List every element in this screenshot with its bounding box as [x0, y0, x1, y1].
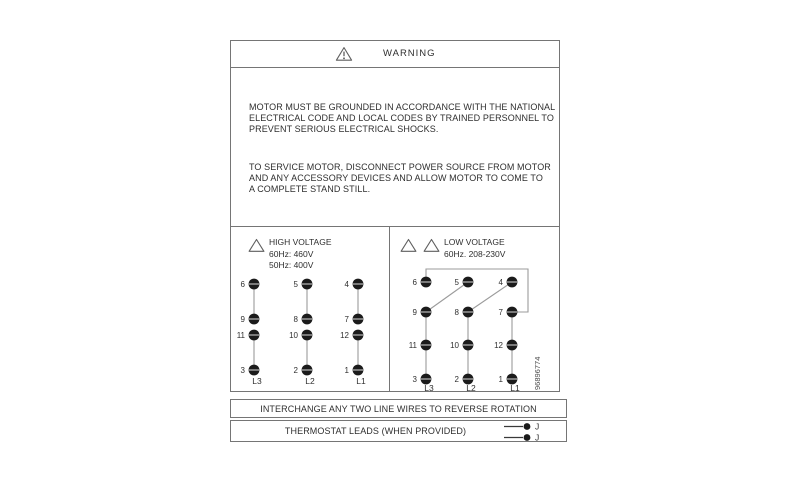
thermostat-note-row — [230, 420, 567, 442]
terminal-number: 6 — [412, 278, 417, 287]
terminal-number: 4 — [344, 280, 349, 289]
terminal-number: 1 — [498, 375, 503, 384]
thermostat-lead-dot — [524, 423, 531, 430]
terminal-number: 10 — [450, 341, 459, 350]
thermostat-note-text: THERMOSTAT LEADS (WHEN PROVIDED) — [284, 426, 467, 436]
high-voltage-title: HIGH VOLTAGE — [269, 237, 332, 247]
warning-exclamation-triangle-icon — [335, 46, 353, 62]
grounding-warning-text — [249, 102, 555, 135]
text-line: AND ANY ACCESSORY DEVICES AND ALLOW MOTOR TO COME TO — [249, 173, 543, 183]
terminal-number: 12 — [340, 331, 349, 340]
terminal-number: 3 — [240, 366, 245, 375]
terminal-number: 2 — [454, 375, 459, 384]
high-voltage-panel — [231, 227, 389, 391]
text-line: TO SERVICE MOTOR, DISCONNECT POWER SOURCE FROM MOTOR — [249, 162, 551, 172]
text-line: A COMPLETE STAND STILL. — [249, 184, 371, 194]
terminal-number: 12 — [494, 341, 503, 350]
text-line: PREVENT SERIOUS ELECTRICAL SHOCKS. — [249, 124, 439, 134]
terminal-number: 9 — [240, 315, 245, 324]
low-voltage-title: LOW VOLTAGE — [444, 237, 505, 247]
terminal-number: 2 — [293, 366, 298, 375]
terminal-number: 8 — [293, 315, 298, 324]
jumper-wire — [468, 282, 512, 312]
line-label: L2 — [466, 383, 476, 393]
high-voltage-60hz-rating: 60Hz: 460V — [269, 248, 314, 259]
thermostat-lead-label: J — [535, 421, 540, 432]
terminal-number: 3 — [412, 375, 417, 384]
line-label: L3 — [424, 383, 434, 393]
terminal-number: 11 — [408, 341, 417, 350]
hazard-triangle-icons — [400, 238, 440, 253]
terminal-number: 5 — [454, 278, 459, 287]
low-voltage-panel — [389, 227, 559, 391]
line-label: L2 — [305, 376, 315, 386]
terminal-number: 7 — [344, 315, 349, 324]
warning-header — [231, 41, 559, 68]
terminal-number: 1 — [344, 366, 349, 375]
text-line: MOTOR MUST BE GROUNDED IN ACCORDANCE WITH THE NATIONAL — [249, 102, 556, 112]
terminal-number: 9 — [412, 308, 417, 317]
motor-wiring-label — [230, 40, 560, 392]
terminal-number: 4 — [498, 278, 503, 287]
part-number: 96896774 — [533, 356, 542, 390]
terminal-number: 7 — [498, 308, 503, 317]
wiring-section — [231, 226, 559, 391]
terminal-number: 6 — [240, 280, 245, 289]
thermostat-lead-dot — [524, 434, 531, 441]
jumper-wire — [426, 282, 468, 312]
line-label: L1 — [510, 383, 520, 393]
service-warning-text — [249, 162, 551, 195]
terminal-number: 11 — [236, 331, 245, 340]
high-voltage-50hz-rating: 50Hz: 400V — [269, 260, 314, 270]
hazard-triangle-icon — [423, 238, 440, 253]
warning-title: WARNING — [383, 48, 436, 59]
hazard-triangle-icon — [248, 238, 265, 253]
terminal-number: 5 — [293, 280, 298, 289]
interchange-note-text: INTERCHANGE ANY TWO LINE WIRES TO REVERSE ROTATION — [260, 403, 537, 414]
text-line: ELECTRICAL CODE AND LOCAL CODES BY TRAINED PERSONNEL TO — [249, 113, 554, 123]
line-label: L1 — [356, 376, 366, 386]
line-label: L3 — [252, 376, 262, 386]
hazard-triangle-icon — [400, 238, 417, 253]
terminal-number: 10 — [289, 331, 298, 340]
thermostat-leads-diagram — [504, 421, 562, 443]
thermostat-lead-label: J — [535, 432, 540, 443]
low-voltage-60hz-rating: 60Hz. 208-230V — [444, 248, 506, 259]
terminal-number: 8 — [454, 308, 459, 317]
interchange-note-row — [230, 399, 567, 418]
hazard-triangle-icon — [248, 238, 265, 253]
